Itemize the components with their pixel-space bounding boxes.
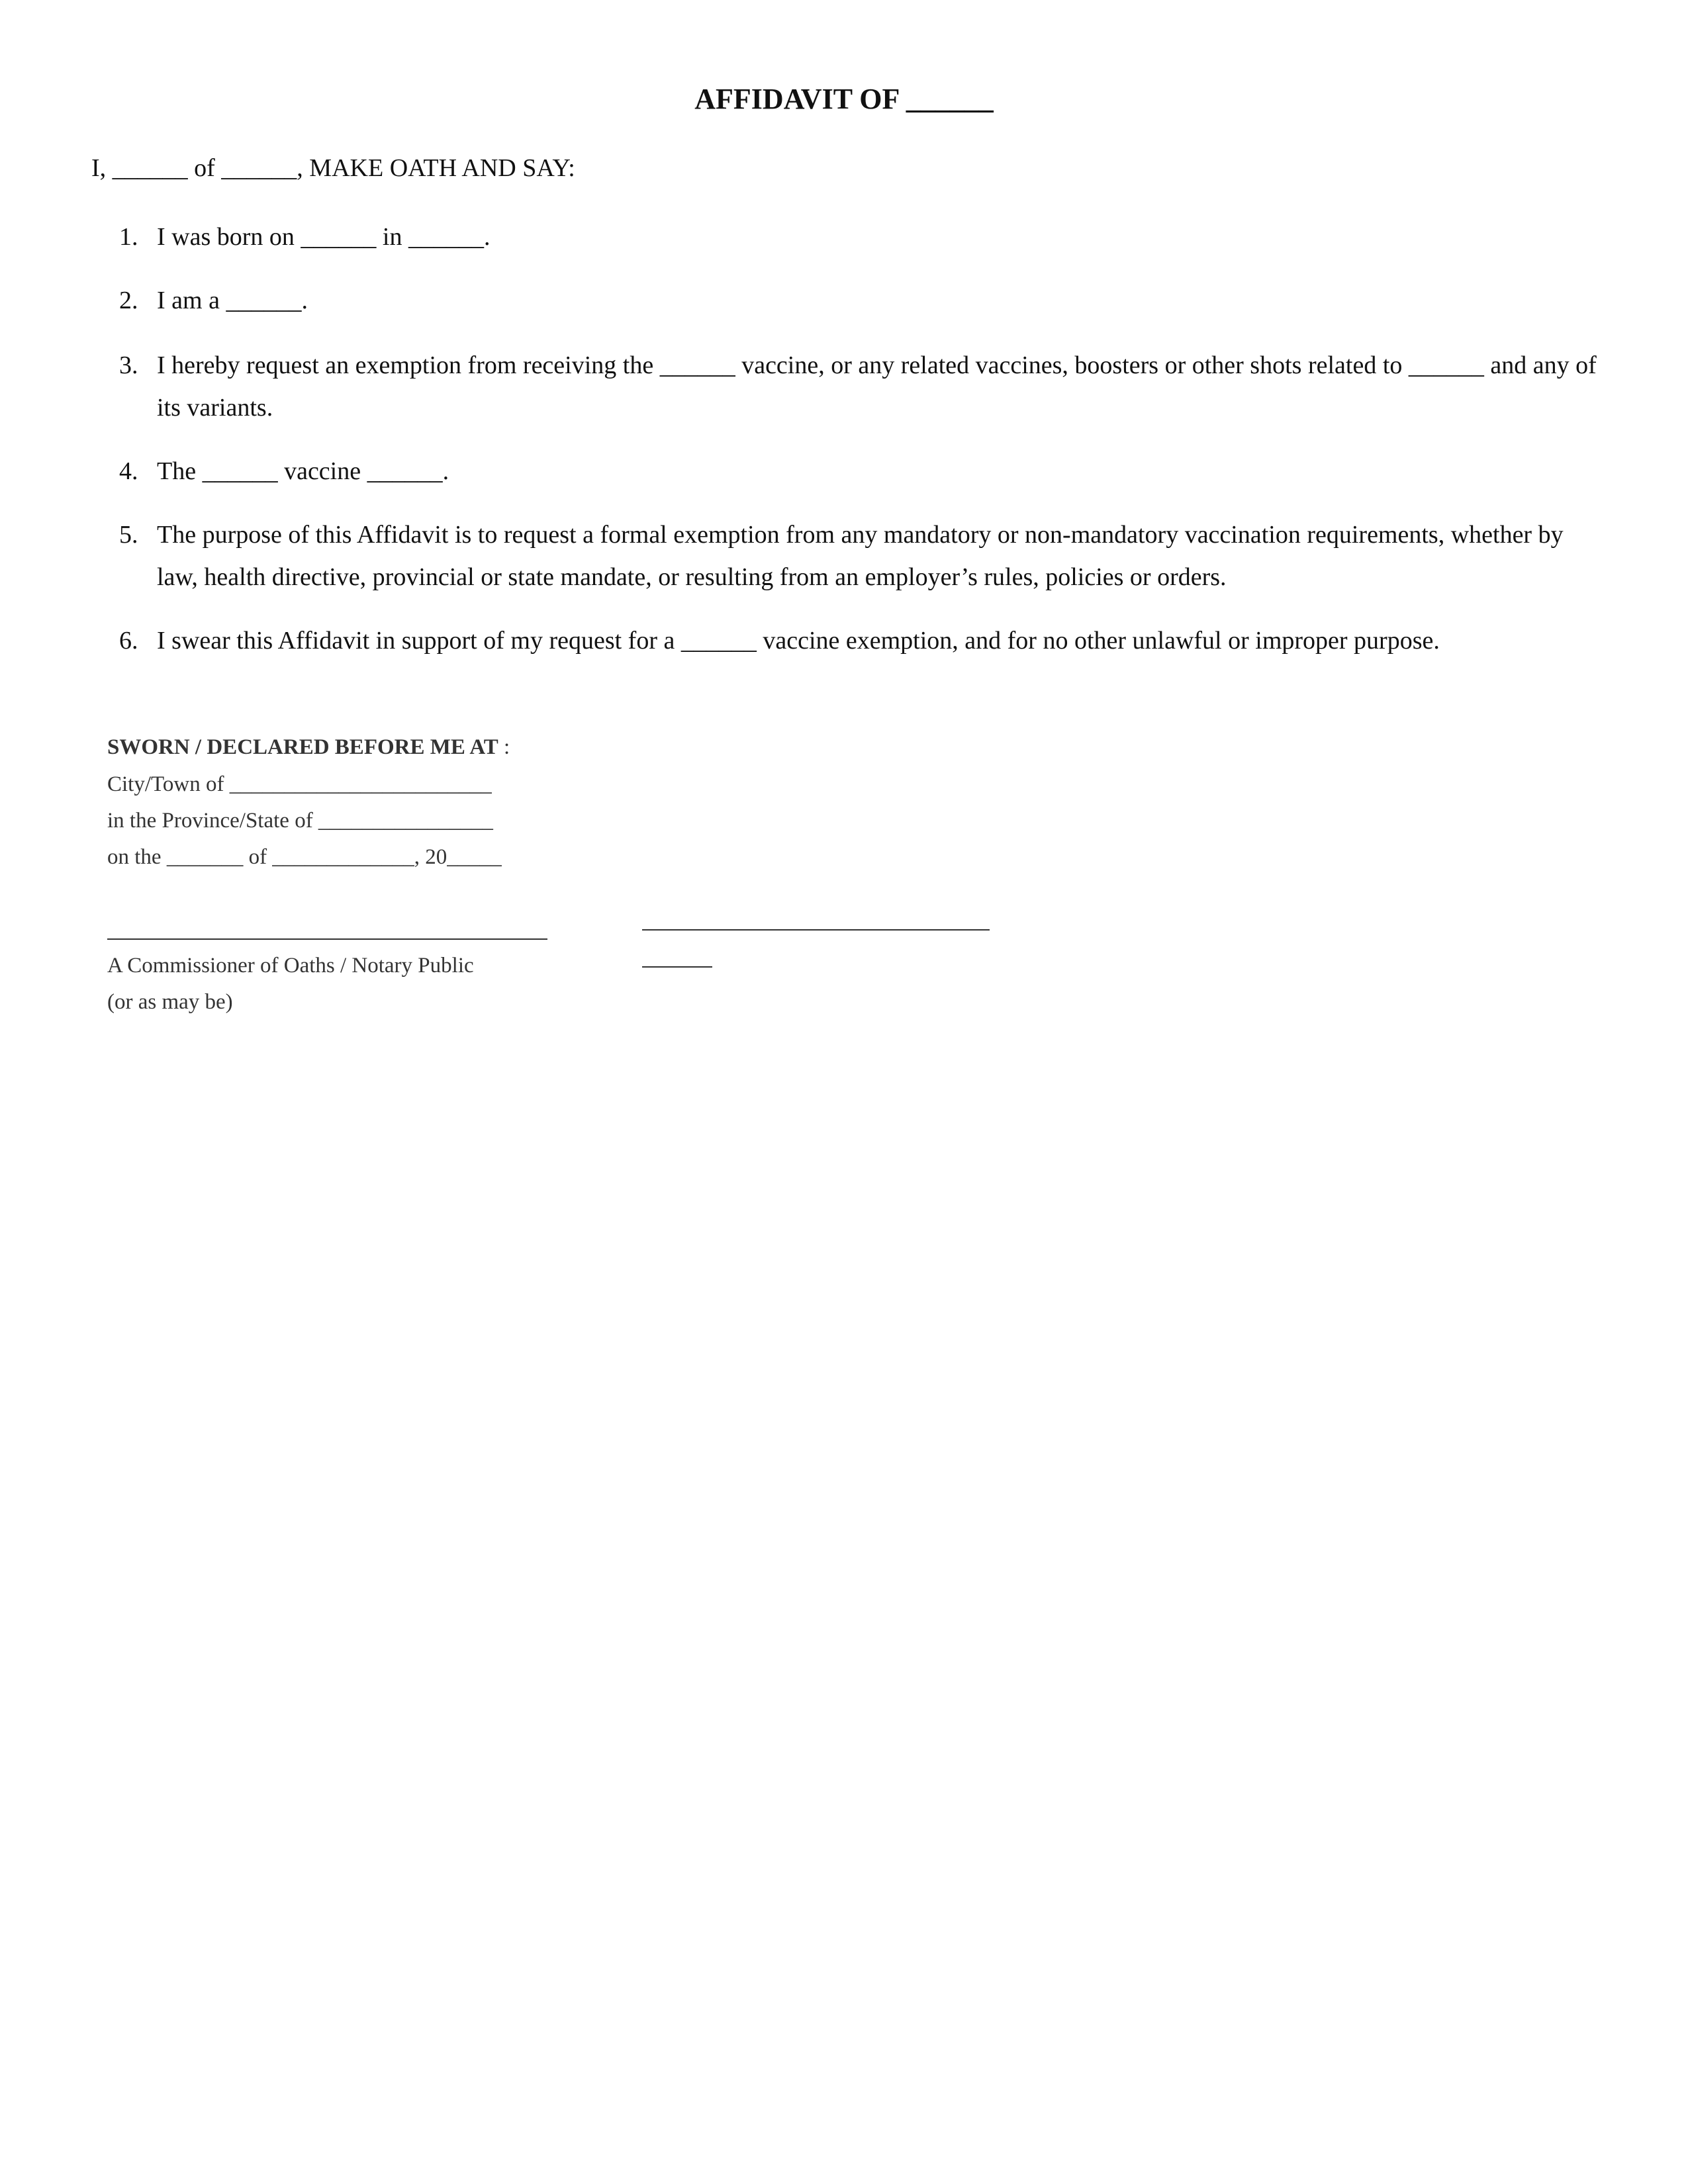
list-item xyxy=(119,344,1609,429)
sworn-heading-text: SWORN / DECLARED BEFORE ME AT xyxy=(107,735,498,759)
sworn-date-line: on the _______ of _____________, 20_____ xyxy=(107,845,502,869)
list-item-number: 1. xyxy=(119,223,138,251)
document-title: AFFIDAVIT OF ______ xyxy=(694,83,994,115)
list-item xyxy=(119,279,1609,322)
list-item-text: I am a ______. xyxy=(157,287,308,314)
commissioner-note: (or as may be) xyxy=(107,990,233,1014)
list-item-text: The ______ vaccine ______. xyxy=(157,457,449,485)
list-item-text: The purpose of this Affidavit is to request a formal exemption from any mandatory or non-mandatory vaccination requirements, whether by law, health directive, provincial or state mandate, or resulting from an employer’s rules, policies or orders. xyxy=(157,521,1564,591)
list-item-number: 4. xyxy=(119,457,138,485)
list-item-text: I was born on ______ in ______. xyxy=(157,223,491,251)
sworn-province-line: in the Province/State of ________________ xyxy=(107,809,493,833)
intro-statement: I, ______ of ______, MAKE OATH AND SAY: xyxy=(91,154,575,182)
list-item xyxy=(119,619,1609,662)
commissioner-label: A Commissioner of Oaths / Notary Public xyxy=(107,954,474,978)
deponent-name-line xyxy=(642,966,712,968)
list-item-text: I hereby request an exemption from receiving the ______ vaccine, or any related vaccines, boosters or other shots related to ______ and any of its variants. xyxy=(157,351,1597,422)
sworn-city-line: City/Town of ________________________ xyxy=(107,772,492,796)
sworn-heading-colon: : xyxy=(498,735,510,759)
commissioner-signature-line xyxy=(107,938,547,940)
sworn-heading xyxy=(107,729,510,766)
list-item xyxy=(119,216,1609,258)
list-item xyxy=(119,514,1609,598)
list-item xyxy=(119,450,1609,492)
list-item-number: 3. xyxy=(119,351,138,379)
list-item-number: 6. xyxy=(119,627,138,655)
deponent-signature-line xyxy=(642,929,990,931)
list-item-number: 5. xyxy=(119,521,138,549)
list-item-text: I swear this Affidavit in support of my request for a ______ vaccine exemption, and for no other unlawful or improper purpose. xyxy=(157,627,1440,655)
list-item-number: 2. xyxy=(119,287,138,314)
